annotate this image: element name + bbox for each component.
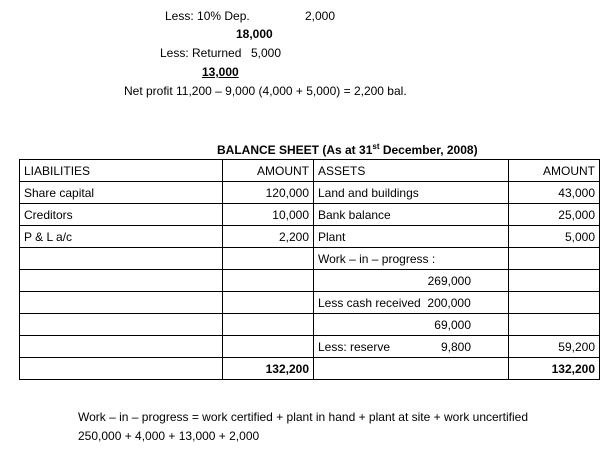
wip-values: 250,000 + 4,000 + 13,000 + 2,000: [78, 429, 260, 443]
liability-cell: Share capital: [20, 182, 223, 204]
header-assets: ASSETS: [314, 160, 509, 182]
totals-row: [20, 358, 600, 380]
table-row: [20, 314, 600, 336]
table-row: [20, 292, 600, 314]
header-amount-right: AMOUNT: [509, 160, 600, 182]
asset-total: 132,200: [509, 358, 600, 380]
asset-cell: Bank balance: [314, 204, 509, 226]
liability-cell: Creditors: [20, 204, 223, 226]
asset-amount-cell: [509, 270, 600, 292]
liability-amount-cell: 10,000: [223, 204, 314, 226]
table-row: [20, 270, 600, 292]
liability-amount-cell: 120,000: [223, 182, 314, 204]
reserve-value: 9,800: [440, 339, 471, 354]
asset-amount-cell: 5,000: [509, 226, 600, 248]
wip-formula: Work – in – progress = work certified + plant in hand + plant at site + work uncertified: [78, 410, 529, 424]
liability-amount-cell: [223, 248, 314, 270]
asset-cell: Less cash received 200,000: [314, 292, 509, 314]
liability-amount-cell: [223, 336, 314, 358]
header-liabilities: LIABILITIES: [20, 160, 223, 182]
liability-amount-cell: 2,200: [223, 226, 314, 248]
asset-amount-cell: 59,200: [509, 336, 600, 358]
table-row: [20, 226, 600, 248]
liability-amount-cell: [223, 270, 314, 292]
asset-cell: 269,000: [314, 270, 509, 292]
asset-amount-cell: [509, 248, 600, 270]
table-header-row: [20, 160, 600, 182]
liability-cell: [20, 336, 223, 358]
asset-cell: [314, 336, 509, 358]
less-returned-label: Less: Returned: [160, 46, 242, 60]
table-row: [20, 204, 600, 226]
asset-amount-cell: 25,000: [509, 204, 600, 226]
asset-amount-cell: [509, 314, 600, 336]
title-prefix: BALANCE SHEET (As at 31: [217, 143, 373, 157]
asset-total-label-cell: [314, 358, 509, 380]
header-amount-left: AMOUNT: [223, 160, 314, 182]
subtotal-one: 18,000: [236, 27, 273, 41]
table-row: [20, 182, 600, 204]
liability-cell: [20, 248, 223, 270]
table-row: [20, 248, 600, 270]
liability-total: 132,200: [223, 358, 314, 380]
title-suffix: December, 2008): [379, 143, 478, 157]
balance-sheet-table: [19, 159, 600, 380]
reserve-label: Less: reserve: [318, 339, 391, 354]
asset-amount-cell: 43,000: [509, 182, 600, 204]
liability-amount-cell: [223, 314, 314, 336]
less-dep-amount: 2,000: [305, 9, 336, 23]
asset-amount-cell: [509, 292, 600, 314]
liability-cell: [20, 314, 223, 336]
liability-cell: [20, 292, 223, 314]
less-returned-amount: 5,000: [251, 46, 282, 60]
liability-cell: [20, 270, 223, 292]
asset-cell: Land and buildings: [314, 182, 509, 204]
liability-cell: P & L a/c: [20, 226, 223, 248]
subtotal-two: 13,000: [202, 65, 239, 79]
table-row: [20, 336, 600, 358]
title-superscript: st: [372, 142, 380, 151]
net-profit-line: Net profit 11,200 – 9,000 (4,000 + 5,000) = 2,200 bal.: [124, 84, 407, 98]
balance-sheet-title: [217, 140, 478, 157]
asset-cell: Plant: [314, 226, 509, 248]
liability-total-label-cell: [20, 358, 223, 380]
liability-amount-cell: [223, 292, 314, 314]
less-dep-label: Less: 10% Dep.: [165, 9, 250, 23]
asset-cell: Work – in – progress :: [314, 248, 509, 270]
asset-cell: 69,000: [314, 314, 509, 336]
